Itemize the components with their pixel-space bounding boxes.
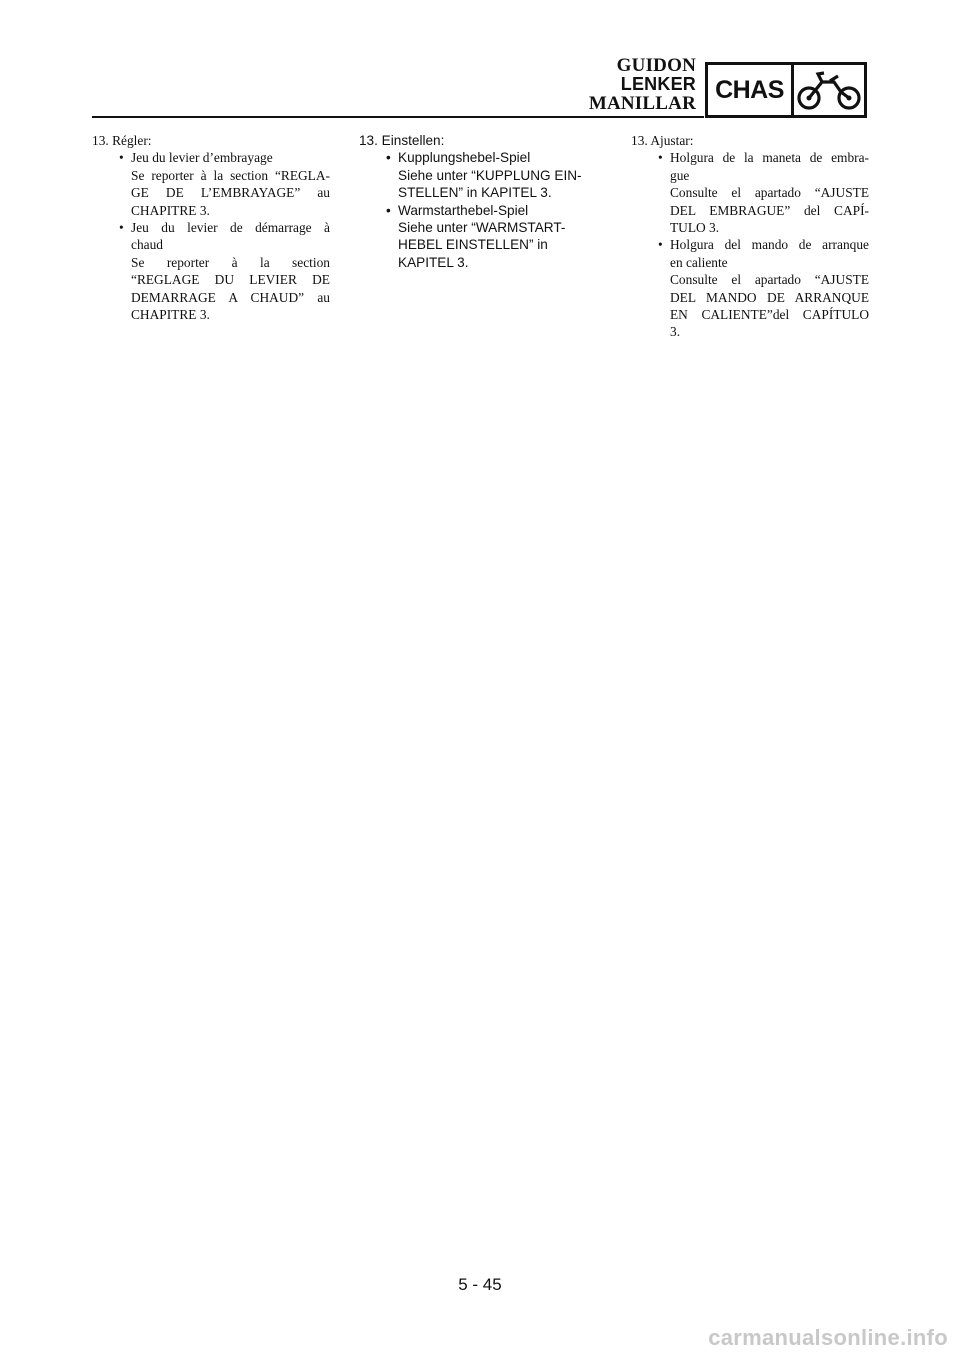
- section-badge: [705, 62, 867, 118]
- list-item: • Kupplungshebel-Spiel: [386, 150, 531, 166]
- watermark: carmanualsonline.info: [708, 1325, 948, 1350]
- header-rule: [92, 116, 704, 118]
- reference-text: Consulte el apartado “AJUSTE DEL MANDO DE ARRANQUE EN CALIENTE”del CAPÍTULO 3.: [670, 272, 869, 340]
- step-title: 13. Régler:: [92, 133, 152, 148]
- list-item: • Warmstarthebel-Spiel: [386, 202, 529, 218]
- reference-text: Siehe unter “WARMSTART- HEBEL EINSTELLEN” in KAPITEL 3.: [398, 220, 566, 270]
- title-german: LENKER: [620, 74, 696, 94]
- step-title: 13. Ajustar:: [631, 133, 694, 148]
- reference-text: Siehe unter “KUPPLUNG EIN- STELLEN” in KAPITEL 3.: [398, 167, 582, 201]
- column-french: [92, 132, 330, 323]
- title-french: GUIDON: [616, 55, 696, 76]
- column-spanish: [631, 132, 869, 341]
- list-item: • Holgura del mando de arranque en caliente: [658, 237, 869, 270]
- list-item: • Jeu du levier d’embrayage: [119, 150, 273, 166]
- title-spanish: MANILLAR: [588, 93, 696, 114]
- list-item: • Holgura de la maneta de embra- gue: [658, 150, 869, 183]
- list-item: • Jeu du levier de démarrage à chaud: [119, 220, 330, 253]
- section-titles: [589, 56, 696, 113]
- section-code: CHAS: [708, 65, 794, 115]
- step-title: 13. Einstellen:: [359, 133, 445, 148]
- motorcycle-icon: [794, 65, 864, 115]
- reference-text: Se reporter à la section “REGLAGE DU LEVIER DE DEMARRAGE A CHAUD” au CHAPITRE 3.: [131, 254, 330, 323]
- reference-text: Se reporter à la section “REGLA- GE DE L’EMBRAYAGE” au CHAPITRE 3.: [131, 167, 330, 218]
- column-german: [359, 132, 607, 271]
- page-number: 5 - 45: [458, 1275, 502, 1294]
- reference-text: Consulte el apartado “AJUSTE DEL EMBRAGUE” del CAPÍ- TULO 3.: [670, 185, 869, 236]
